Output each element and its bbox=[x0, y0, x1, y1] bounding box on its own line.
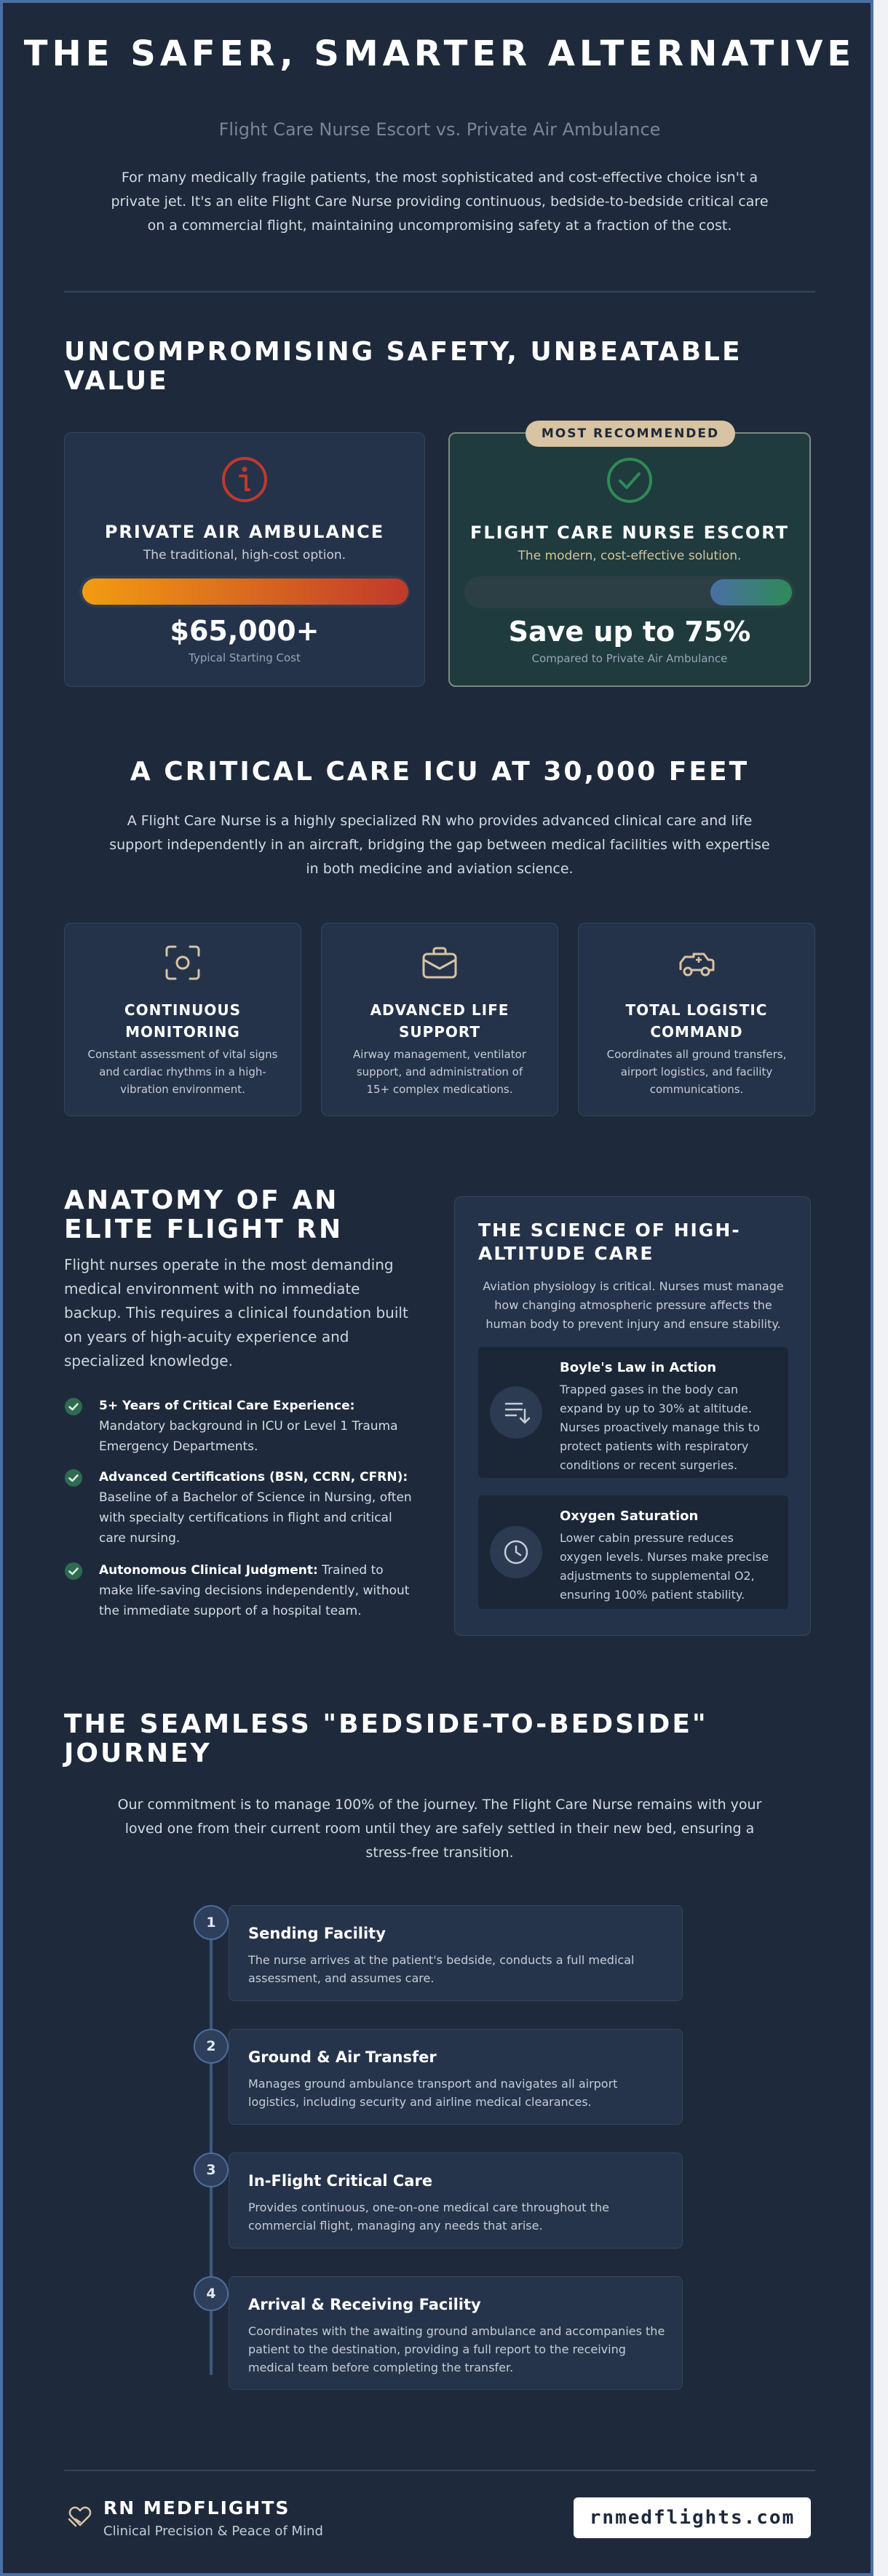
escort-subtitle: The modern, cost-effective solution. bbox=[518, 549, 742, 563]
heart-hands-icon bbox=[67, 2503, 93, 2529]
qualification-text: Mandatory background in ICU or Level 1 Trauma Emergency Departments. bbox=[99, 1419, 398, 1454]
science-box-text: Lower cabin pressure reduces oxygen levels. Nurses make precise adjustments to supplemental O2, ensuring 100% patient stability. bbox=[560, 1531, 769, 1602]
check-badge-icon bbox=[64, 1397, 83, 1416]
feature-title: TOTAL LOGISTIC COMMAND bbox=[625, 1001, 768, 1041]
ambulance-caption: Typical Starting Cost bbox=[189, 651, 301, 664]
feature-text: Airway management, ventilator support, and administration of 15+ complex medications. bbox=[353, 1048, 526, 1096]
icu-intro: A Flight Care Nurse is a highly specialized RN who provides advanced clinical care and life support independently in an aircraft, bridging the gap between medical facilities with expertise in both medicine and aviation science. bbox=[109, 813, 770, 877]
step-text: The nurse arrives at the patient's bedside, conducts a full medical assessment, and assumes care. bbox=[248, 1953, 635, 1985]
ambulance-icon bbox=[676, 942, 717, 983]
step-text: Provides continuous, one-on-one medical care throughout the commercial flight, managing any needs that arise. bbox=[248, 2201, 609, 2233]
step-number: 4 bbox=[194, 2276, 229, 2311]
escort-title: FLIGHT CARE NURSE ESCORT bbox=[469, 522, 790, 543]
hero-title: THE SAFER, SMARTER ALTERNATIVE bbox=[23, 33, 856, 74]
journey-title: THE SEAMLESS "BEDSIDE-TO-BEDSIDE" JOURNEY bbox=[64, 1709, 708, 1768]
nurse-escort-card bbox=[448, 426, 811, 687]
science-box-oxygen bbox=[478, 1495, 788, 1609]
comparison-title: UNCOMPROMISING SAFETY, UNBEATABLE VALUE bbox=[64, 337, 742, 396]
ambulance-price: $65,000+ bbox=[170, 615, 320, 647]
qualification-label: Autonomous Clinical Judgment: bbox=[99, 1563, 318, 1578]
escort-cost-bar bbox=[710, 579, 792, 605]
journey-step bbox=[229, 1905, 683, 2001]
recommended-badge: MOST RECOMMENDED bbox=[526, 421, 735, 447]
journey-step bbox=[229, 2029, 683, 2125]
brand-name: RN MEDFLIGHTS bbox=[103, 2497, 290, 2519]
hero-intro: For many medically fragile patients, the most sophisticated and cost-effective choice isn't a private jet. It's an elite Flight Care Nurse providing continuous, bedside-to-bedside critical care on a commercial flight, maintaining uncompromising safety at a fraction of the cost. bbox=[111, 170, 769, 234]
check-badge-icon bbox=[64, 1562, 83, 1581]
footer-divider bbox=[64, 2470, 815, 2471]
escort-caption: Compared to Private Air Ambulance bbox=[531, 652, 728, 665]
science-box-boyles-law bbox=[478, 1347, 788, 1478]
step-number: 1 bbox=[194, 1905, 229, 1940]
feature-text: Coordinates all ground transfers, airport logistics, and facility communications. bbox=[606, 1048, 787, 1096]
medical-kit-icon bbox=[419, 942, 460, 983]
feature-text: Constant assessment of vital signs and cardiac rhythms in a high-vibration environment. bbox=[87, 1048, 278, 1096]
brand-tagline: Clinical Precision & Peace of Mind bbox=[103, 2524, 323, 2539]
clock-icon bbox=[490, 1526, 542, 1578]
step-title: Ground & Air Transfer bbox=[248, 2048, 437, 2066]
science-title: THE SCIENCE OF HIGH-ALTITUDE CARE bbox=[478, 1220, 741, 1264]
info-icon bbox=[220, 455, 269, 504]
air-ambulance-card bbox=[64, 432, 425, 687]
anatomy-title: ANATOMY OF AN ELITE FLIGHT RN bbox=[64, 1185, 344, 1244]
feature-title: ADVANCED LIFE SUPPORT bbox=[370, 1001, 510, 1041]
ambulance-subtitle: The traditional, high-cost option. bbox=[143, 548, 346, 562]
science-box-text: Trapped gases in the body can expand by up to 30% at altitude. Nurses proactively manage this to protect patients with respiratory conditions or recent surgeries. bbox=[560, 1383, 760, 1472]
pressure-list-icon bbox=[490, 1386, 542, 1439]
step-number: 2 bbox=[194, 2029, 229, 2064]
science-intro: Aviation physiology is critical. Nurses must manage how changing atmospheric pressure affects the human body to prevent injury and ensure stability. bbox=[483, 1279, 784, 1331]
anatomy-intro: Flight nurses operate in the most demanding medical environment with no immediate backup. This requires a clinical foundation built on years of high-acuity experience and specialized knowledge. bbox=[64, 1256, 408, 1370]
escort-cost-track bbox=[464, 576, 795, 608]
science-card bbox=[454, 1196, 811, 1636]
icu-title: A CRITICAL CARE ICU AT 30,000 FEET bbox=[130, 757, 750, 787]
escort-price: Save up to 75% bbox=[508, 616, 751, 648]
journey-intro: Our commitment is to manage 100% of the journey. The Flight Care Nurse remains with your loved one from their current room until they are safely settled in their new bed, ensuring a stress-free transition. bbox=[117, 1797, 762, 1861]
step-text: Coordinates with the awaiting ground ambulance and accompanies the patient to the destination, providing a full report to the receiving medical team before completing the transfer. bbox=[248, 2324, 665, 2374]
feature-card-life-support bbox=[321, 923, 558, 1116]
ambulance-cost-track bbox=[79, 576, 410, 608]
check-circle-icon bbox=[605, 456, 654, 505]
step-title: Arrival & Receiving Facility bbox=[248, 2296, 481, 2313]
journey-step bbox=[229, 2152, 683, 2249]
science-box-title: Boyle's Law in Action bbox=[560, 1360, 717, 1375]
qualification-text: Trained to make life-saving decisions independently, without the immediate support of a hospital team. bbox=[99, 1563, 410, 1618]
science-box-title: Oxygen Saturation bbox=[560, 1508, 699, 1524]
ambulance-title: PRIVATE AIR AMBULANCE bbox=[104, 522, 385, 542]
monitor-focus-icon bbox=[162, 942, 203, 983]
qualification-text: Baseline of a Bachelor of Science in Nursing, often with specialty certifications in flight and critical care nursing. bbox=[99, 1490, 412, 1546]
ambulance-cost-bar bbox=[82, 579, 408, 605]
step-title: In-Flight Critical Care bbox=[248, 2172, 433, 2190]
hero-subtitle: Flight Care Nurse Escort vs. Private Air Ambulance bbox=[218, 119, 661, 140]
qualification-label: 5+ Years of Critical Care Experience: bbox=[99, 1399, 355, 1413]
feature-title: CONTINUOUS MONITORING bbox=[124, 1001, 242, 1041]
step-title: Sending Facility bbox=[248, 1925, 386, 1942]
website-link-button[interactable]: rnmedflights.com bbox=[574, 2497, 811, 2538]
feature-card-monitoring bbox=[64, 923, 301, 1116]
check-badge-icon bbox=[64, 1468, 83, 1487]
journey-step bbox=[229, 2276, 683, 2390]
section-divider bbox=[64, 291, 815, 293]
qualification-label: Advanced Certifications (BSN, CCRN, CFRN): bbox=[99, 1470, 408, 1484]
step-number: 3 bbox=[194, 2152, 229, 2187]
step-text: Manages ground ambulance transport and navigates all airport logistics, including security and airline medical clearances. bbox=[248, 2077, 618, 2109]
feature-card-logistics bbox=[578, 923, 815, 1116]
